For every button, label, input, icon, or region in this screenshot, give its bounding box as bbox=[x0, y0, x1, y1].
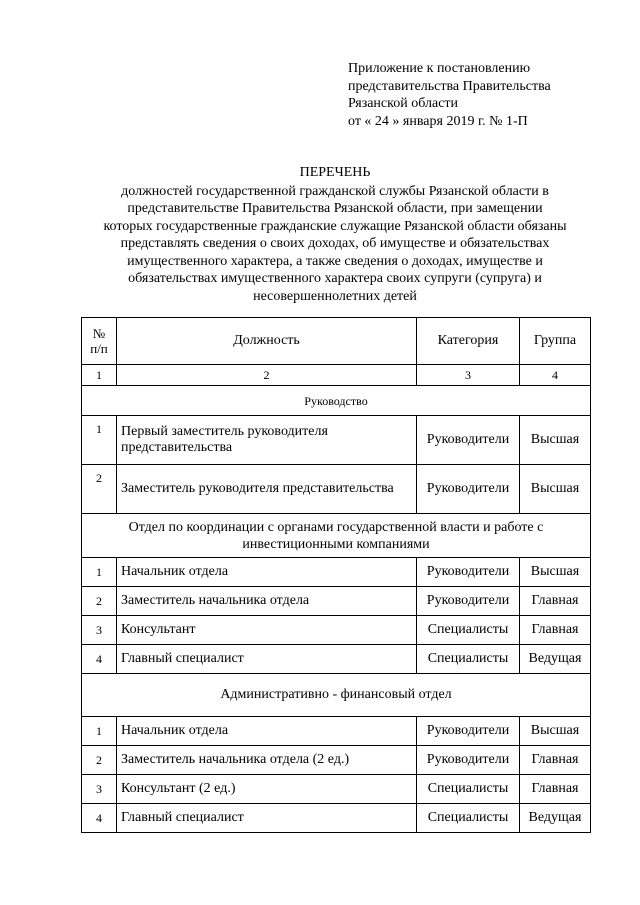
row-category: Руководители bbox=[417, 465, 520, 514]
header-group: Группа bbox=[520, 318, 591, 365]
row-position: Заместитель начальника отдела (2 ед.) bbox=[117, 746, 417, 775]
table-row bbox=[82, 804, 591, 833]
row-category: Руководители bbox=[417, 587, 520, 616]
row-position: Главный специалист bbox=[117, 804, 417, 833]
row-group: Главная bbox=[520, 746, 591, 775]
heading-line: представительстве Правительства Рязанской области, при замещении bbox=[127, 201, 543, 216]
heading-line: должностей государственной гражданской службы Рязанской области в bbox=[121, 183, 549, 199]
row-group: Высшая bbox=[520, 465, 591, 514]
row-number: 1 bbox=[82, 717, 117, 746]
row-group: Высшая bbox=[520, 717, 591, 746]
section-title-line: Отдел по координации с органами государственной власти и работе с bbox=[128, 519, 544, 535]
column-index: 1 bbox=[82, 365, 117, 386]
row-position: Консультант (2 ед.) bbox=[117, 775, 417, 804]
row-number: 2 bbox=[82, 465, 117, 514]
row-category: Специалисты bbox=[417, 804, 520, 833]
row-number: 4 bbox=[82, 804, 117, 833]
row-category: Руководители bbox=[417, 416, 520, 465]
column-index: 2 bbox=[117, 365, 417, 386]
document-title: ПЕРЕЧЕНЬ bbox=[299, 165, 371, 180]
section-title-line: инвестиционными компаниями bbox=[242, 536, 430, 552]
row-category: Специалисты bbox=[417, 616, 520, 645]
row-position: Начальник отдела bbox=[117, 558, 417, 587]
row-position: Заместитель начальника отдела bbox=[117, 587, 417, 616]
row-number: 2 bbox=[82, 746, 117, 775]
row-group: Главная bbox=[520, 775, 591, 804]
row-group: Высшая bbox=[520, 416, 591, 465]
row-number: 1 bbox=[82, 558, 117, 587]
section-title bbox=[82, 514, 591, 558]
row-number: 4 bbox=[82, 645, 117, 674]
column-index-row bbox=[82, 365, 591, 386]
row-position: Первый заместитель руководителя представительства bbox=[117, 416, 417, 465]
heading-line: имущественного характера, а также сведения о доходах, имуществе и bbox=[127, 253, 543, 269]
row-number: 2 bbox=[82, 587, 117, 616]
row-category: Руководители bbox=[417, 717, 520, 746]
heading-line: которых государственные гражданские служащие Рязанской области обязаны bbox=[103, 218, 567, 234]
table-row bbox=[82, 558, 591, 587]
heading-line: представлять сведения о своих доходах, об имуществе и обязательствах bbox=[120, 236, 550, 251]
row-number: 1 bbox=[82, 416, 117, 465]
header-position: Должность bbox=[117, 318, 417, 365]
heading-line: несовершеннолетних детей bbox=[253, 288, 417, 304]
row-category: Руководители bbox=[417, 746, 520, 775]
table-row bbox=[82, 717, 591, 746]
header-number bbox=[82, 318, 117, 365]
row-group: Ведущая bbox=[520, 645, 591, 674]
row-group: Ведущая bbox=[520, 804, 591, 833]
header-number-sign: № bbox=[92, 326, 106, 341]
document-heading bbox=[60, 164, 610, 305]
column-index: 4 bbox=[520, 365, 591, 386]
table-row bbox=[82, 746, 591, 775]
table-row bbox=[82, 587, 591, 616]
row-position: Начальник отдела bbox=[117, 717, 417, 746]
row-group: Главная bbox=[520, 616, 591, 645]
section-row-coordination-department bbox=[82, 514, 591, 558]
table-row bbox=[82, 465, 591, 514]
row-category: Руководители bbox=[417, 558, 520, 587]
row-position: Консультант bbox=[117, 616, 417, 645]
positions-table bbox=[81, 317, 591, 833]
section-title: Руководство bbox=[82, 386, 591, 416]
row-category: Специалисты bbox=[417, 645, 520, 674]
table-header-row bbox=[82, 318, 591, 365]
section-row-management bbox=[82, 386, 591, 416]
section-title: Административно - финансовый отдел bbox=[82, 674, 591, 717]
section-row-admin-finance-department bbox=[82, 674, 591, 717]
column-index: 3 bbox=[417, 365, 520, 386]
appendix-block bbox=[348, 60, 628, 130]
table-row bbox=[82, 645, 591, 674]
row-position: Главный специалист bbox=[117, 645, 417, 674]
header-number-abbr: п/п bbox=[90, 341, 108, 356]
heading-line: обязательствах имущественного характера своих супруги (супруга) и bbox=[128, 271, 542, 286]
row-number: 3 bbox=[82, 775, 117, 804]
table-row bbox=[82, 616, 591, 645]
appendix-date-line: от « 24 » января 2019 г. № 1-П bbox=[348, 113, 528, 129]
row-number: 3 bbox=[82, 616, 117, 645]
row-position: Заместитель руководителя представительства bbox=[117, 465, 417, 514]
appendix-line: представительства Правительства bbox=[348, 78, 551, 94]
table-row bbox=[82, 416, 591, 465]
appendix-line: Рязанской области bbox=[348, 96, 459, 111]
row-category: Специалисты bbox=[417, 775, 520, 804]
row-group: Высшая bbox=[520, 558, 591, 587]
appendix-line: Приложение к постановлению bbox=[348, 61, 531, 76]
header-category: Категория bbox=[417, 318, 520, 365]
table-row bbox=[82, 775, 591, 804]
row-group: Главная bbox=[520, 587, 591, 616]
